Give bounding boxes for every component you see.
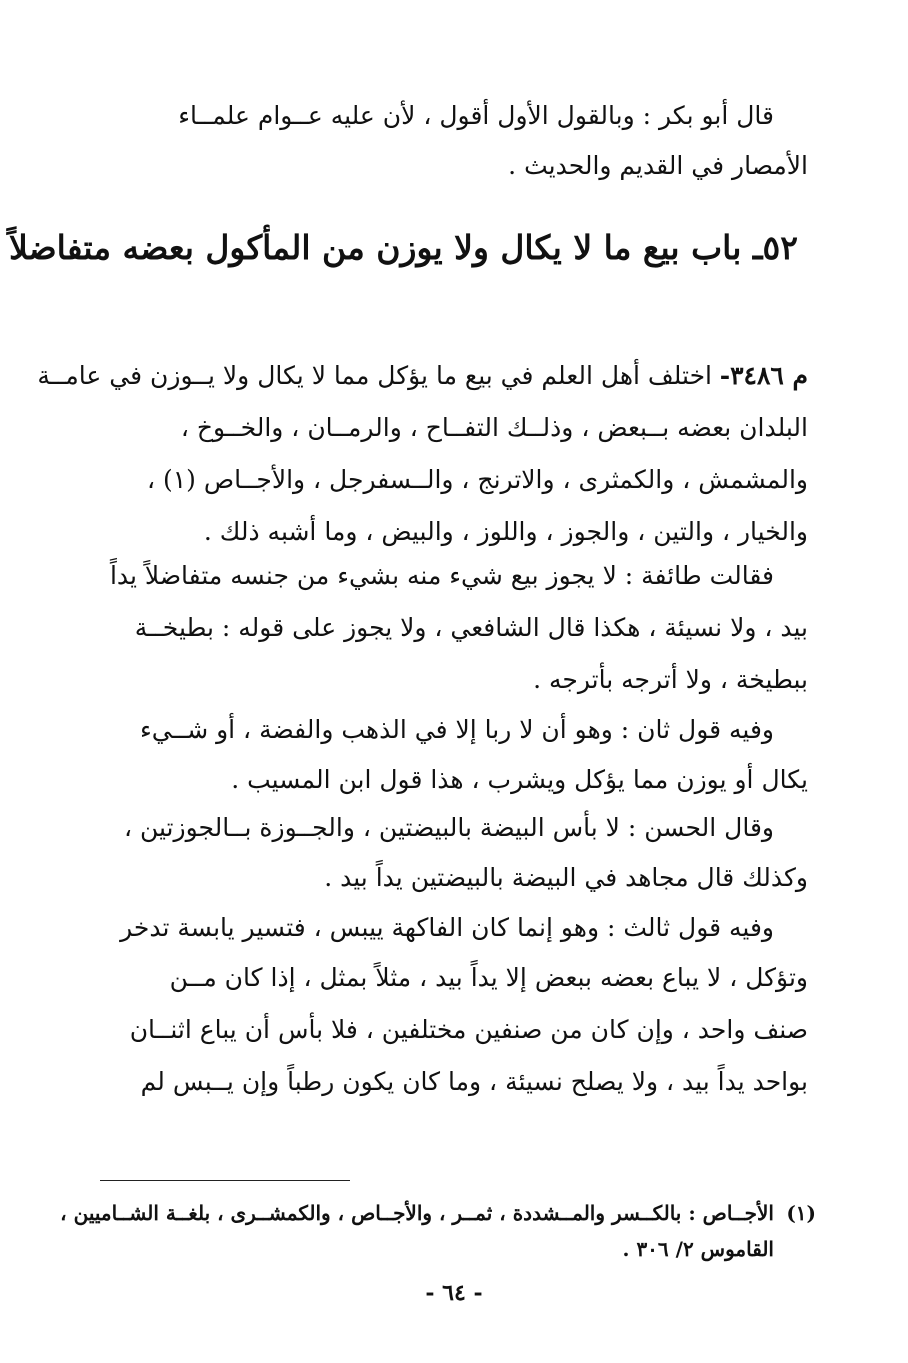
entry-line-10: وقال الحسن : لا بأس البيضة بالبيضتين ، والجــوزة بــالجوزتين ، xyxy=(123,813,774,842)
footnote-marker: (١) xyxy=(786,1201,816,1225)
entry-line-2: البلدان بعضه بــبعض ، وذلــك التفــاح ، والرمــان ، والخــوخ ، xyxy=(180,413,808,442)
entry-line-15: بواحد يداً بيد ، ولا يصلح نسيئة ، وما كان يكون رطباً وإن يــبس لم xyxy=(140,1067,808,1096)
chapter-heading: ٥٢ـ باب بيع ما لا يكال ولا يوزن من المأكول بعضه متفاضلاً xyxy=(8,228,798,267)
entry-line-11: وكذلك قال مجاهد في البيضة بالبيضتين يداً بيد . xyxy=(324,863,808,892)
entry-line-3: والمشمش ، والكمثرى ، والاترنج ، والــسفرجل ، والأجــاص (١) ، xyxy=(146,465,808,494)
footnote-line-1: الأجــاص : بالكــسر والمــشددة ، ثمــر ، والأجــاص ، والكمشــرى ، بلغــة الشــاميين ، xyxy=(60,1201,774,1225)
entry-line-6: بيد ، ولا نسيئة ، هكذا قال الشافعي ، ولا يجوز على قوله : بطيخــة xyxy=(134,613,808,642)
entry-line-14: صنف واحد ، وإن كان من صنفين مختلفين ، فلا بأس أن يباع اثنــان xyxy=(129,1015,808,1044)
entry-number: م ٣٤٨٦- xyxy=(719,361,808,390)
entry-line-9: يكال أو يوزن مما يؤكل ويشرب ، هذا قول ابن المسيب . xyxy=(231,765,808,794)
footnote-separator xyxy=(100,1180,350,1181)
entry-line-4: والخيار ، والتين ، والجوز ، واللوز ، والبيض ، وما أشبه ذلك . xyxy=(203,517,808,546)
page-number: - ٦٤ - xyxy=(425,1280,483,1306)
entry-line-13: وتؤكل ، لا يباع بعضه ببعض إلا يداً بيد ، مثلاً بمثل ، إذا كان مــن xyxy=(169,963,808,992)
footnote-line-2: القاموس ٢/ ٣٠٦ . xyxy=(622,1237,774,1261)
entry-line-5: فقالت طائفة : لا يجوز بيع شيء منه بشيء من جنسه متفاضلاً يداً xyxy=(109,561,774,590)
entry-line-12: وفيه قول ثالث : وهو إنما كان الفاكهة ييبس ، فتسير يابسة تدخر xyxy=(120,913,774,942)
intro-line-2: الأمصار في القديم والحديث . xyxy=(508,151,808,180)
entry-line-7: ببطيخة ، ولا أترجه بأترجه . xyxy=(533,665,808,694)
entry-line-8: وفيه قول ثان : وهو أن لا ربا إلا في الذهب والفضة ، أو شــيء xyxy=(139,715,774,744)
intro-line-1: قال أبو بكر : وبالقول الأول أقول ، لأن عليه عــوام علمــاء xyxy=(178,101,774,130)
entry-line-1: اختلف أهل العلم في بيع ما يؤكل مما لا يكال ولا يــوزن في عامــة xyxy=(37,361,712,390)
